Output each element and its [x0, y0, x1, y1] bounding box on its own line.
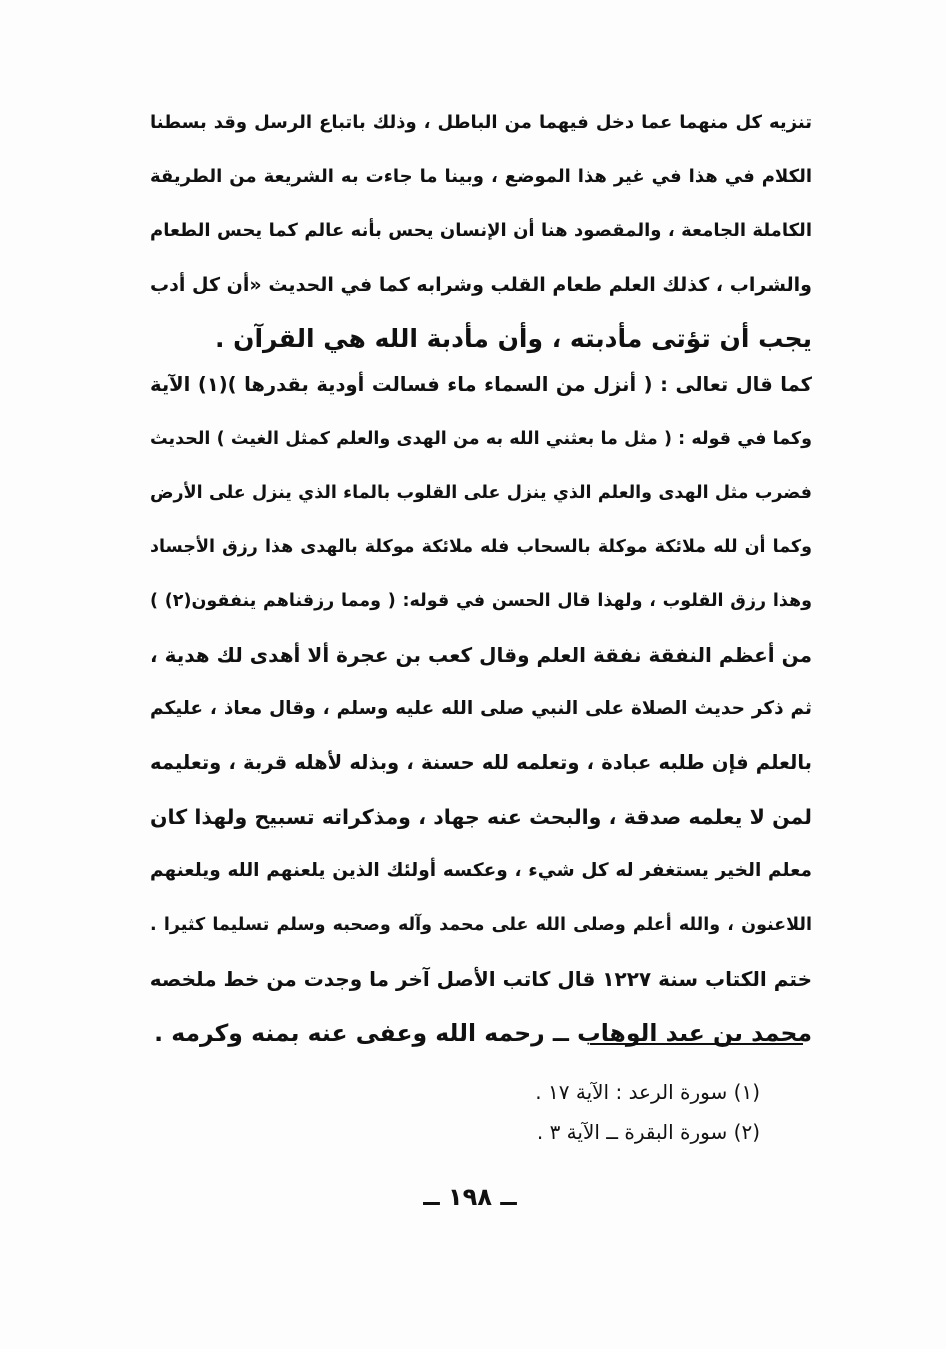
text-line: الكاملة الجامعة ، والمقصود هنا أن الإنسان يحس بأنه عالم كما يحس الطعام	[150, 220, 812, 241]
text-line: فضرب مثل الهدى والعلم الذي ينزل على القلوب بالماء الذي ينزل على الأرض	[150, 483, 812, 503]
text-line: وهذا رزق القلوب ، ولهذا قال الحسن في قوله: ( ومما رزقناهم ينفقون(٢) )	[150, 591, 812, 611]
text-line: تنزيه كل منهما عما دخل فيهما من الباطل ، وذلك باتباع الرسل وقد بسطنا	[150, 112, 812, 133]
footnote-divider	[590, 1043, 803, 1045]
text-line: الكلام في هذا في غير هذا الموضع ، وبينا ما جاءت به الشريعة من الطريقة	[150, 166, 812, 187]
paragraph-2	[150, 358, 812, 1060]
text-line: يجب أن تؤتى مأدبته ، وأن مأدبة الله هي القرآن .	[214, 324, 812, 353]
paragraph-1	[150, 96, 812, 366]
page-number: ــ ١٩٨ ــ	[423, 1183, 517, 1211]
footnotes	[420, 1072, 760, 1152]
text-line: ختم الكتاب سنة ١٢٢٧ قال كاتب الأصل آخر ما وجدت من خط ملخصه	[150, 967, 812, 991]
text-line: اللاعنون ، والله أعلم وصلى الله على محمد وآله وصحبه وسلم تسليما كثيرا .	[150, 915, 812, 935]
text-line: معلم الخير يستغفر له كل شيء ، وعكسه أولئك الذين يلعنهم الله ويلعنهم	[150, 860, 812, 881]
text-line: لمن لا يعلمه صدقة ، والبحث عنه جهاد ، ومذكراته تسبيح ولهذا كان	[150, 805, 812, 829]
text-line: من أعظم النفقة نفقة العلم وقال كعب بن عجرة ألا أهدى لك هدية ،	[150, 643, 812, 667]
text-line: بالعلم فإن طلبه عبادة ، وتعلمه لله حسنة ، وبذله لأهله قربة ، وتعليمه	[150, 751, 812, 774]
text-line: وكما أن لله ملائكة موكلة بالسحاب فله ملائكة موكلة بالهدى هذا رزق الأجساد	[150, 537, 812, 557]
text-line: ثم ذكر حديث الصلاة على النبي صلى الله عليه وسلم ، وقال معاذ ، عليكم	[150, 698, 812, 719]
text-line: وكما في قوله : ( مثل ما بعثني الله به من الهدى والعلم كمثل الغيث ) الحديث	[150, 429, 812, 449]
footnote-1: (١) سورة الرعد : الآية ١٧ .	[535, 1080, 760, 1104]
text-line: والشراب ، كذلك العلم طعام القلب وشرابه كما في الحديث «أن كل أدب	[150, 274, 812, 296]
text-line: كما قال تعالى : ( أنزل من السماء ماء فسالت أودية بقدرها )(١) الآية	[150, 373, 812, 396]
footnote-2: (٢) سورة البقرة ــ الآية ٣ .	[536, 1120, 760, 1144]
text-line: محمد بن عبد الوهاب ــ رحمه الله وعفى عنه بمنه وكرمه .	[154, 1019, 812, 1047]
